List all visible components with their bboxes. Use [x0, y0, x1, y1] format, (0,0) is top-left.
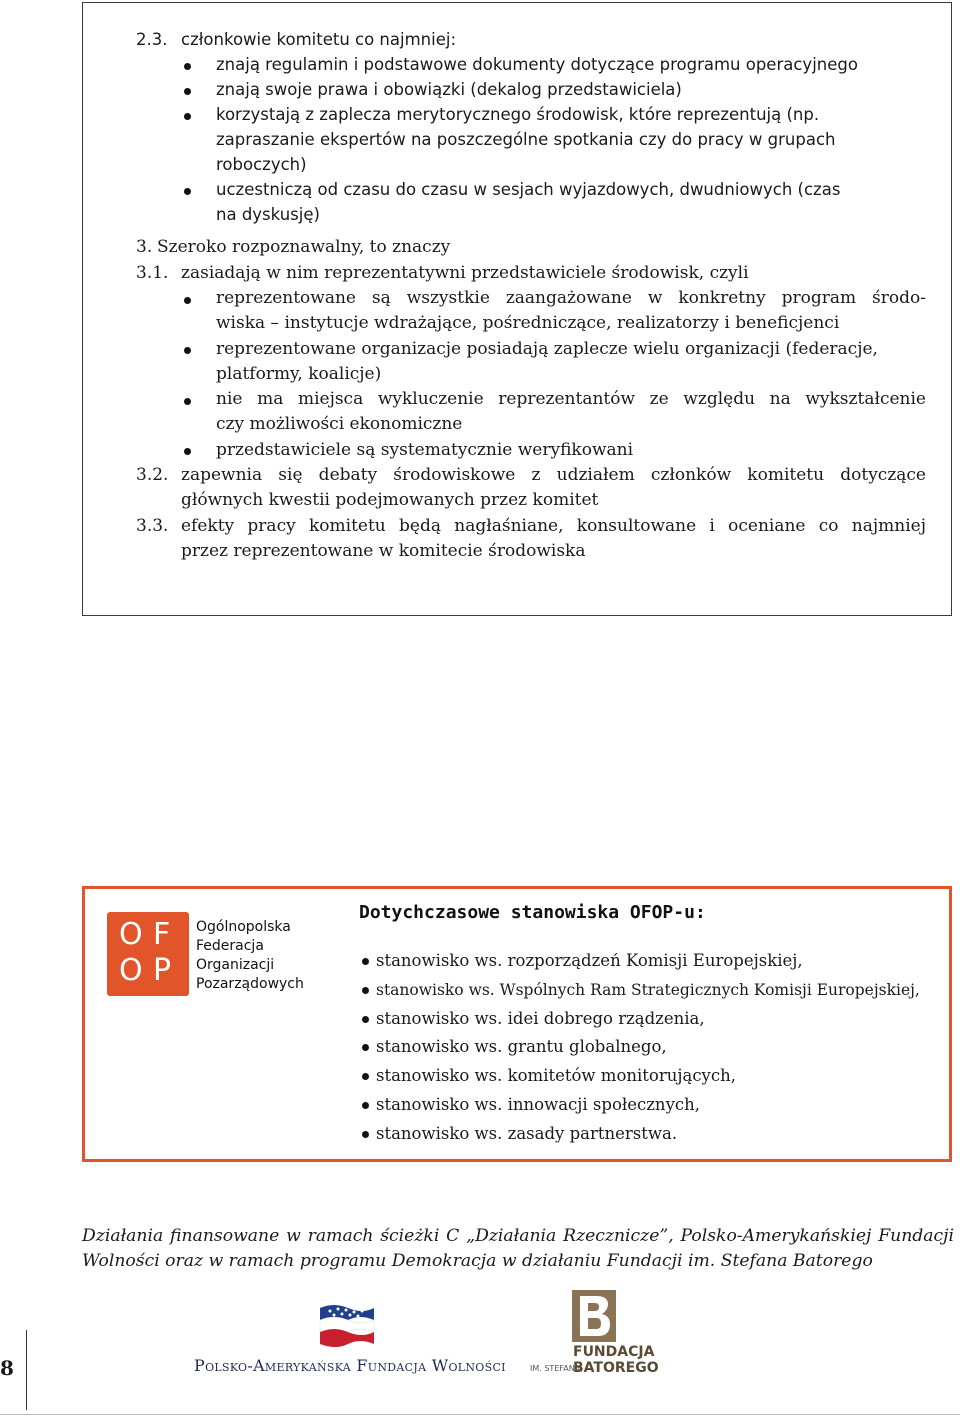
- org-name-line: Pozarządowych: [196, 976, 304, 992]
- bullet-icon: [184, 347, 191, 354]
- list-item-continued: czy możliwości ekonomiczne: [216, 414, 463, 434]
- list-item-continued: roboczych): [216, 155, 307, 174]
- list-item: stanowisko ws. rozporządzeń Komisji Europejskiej,: [376, 951, 803, 970]
- list-item: przedstawiciele są systematycznie weryfikowani: [216, 440, 634, 460]
- list-item: reprezentowane organizacje posiadają zaplecze wielu organizacji (federacje,: [216, 339, 878, 359]
- section-number: 3.1.: [136, 263, 169, 283]
- paragraph-line: przez reprezentowane w komitecie środowiska: [181, 541, 586, 561]
- logo-letter: P: [153, 953, 172, 988]
- list-item: stanowisko ws. innowacji społecznych,: [376, 1095, 700, 1114]
- list-item-continued: platformy, koalicje): [216, 364, 382, 384]
- funding-line: Wolności oraz w ramach programu Demokracja w działaniu Fundacji im. Stefana Batorego: [82, 1251, 873, 1271]
- list-item: stanowisko ws. grantu globalnego,: [376, 1037, 667, 1056]
- section-number: 3.: [136, 237, 153, 257]
- ofop-heading: Dotychczasowe stanowiska OFOP-u:: [359, 902, 706, 923]
- batory-name-line: BATOREGO: [573, 1360, 659, 1376]
- bullet-icon: [184, 88, 191, 95]
- logo-letter: O: [119, 953, 143, 988]
- list-item: stanowisko ws. zasady partnerstwa.: [376, 1124, 678, 1143]
- batory-name-line: FUNDACJA: [573, 1344, 655, 1360]
- list-item: znają swoje prawa i obowiązki (dekalog przedstawiciela): [216, 80, 682, 99]
- section-heading: zasiadają w nim reprezentatywni przedstawiciele środowisk, czyli: [181, 263, 749, 283]
- bullet-icon: [184, 398, 191, 405]
- org-name-line: Federacja: [196, 938, 264, 954]
- org-name-line: Ogólnopolska: [196, 919, 291, 935]
- bullet-icon: [184, 188, 191, 195]
- funding-note: [82, 1224, 954, 1274]
- bullet-icon: [184, 448, 191, 455]
- funding-line: Działania finansowane w ramach ścieżki C „Działania Rzecznicze”, Polsko-Amerykańskiej Fundacji: [82, 1226, 954, 1246]
- bullet-icon: [362, 1044, 369, 1051]
- bullet-icon: [362, 1016, 369, 1023]
- list-item: stanowisko ws. Wspólnych Ram Strategicznych Komisji Europejskiej,: [376, 981, 920, 999]
- list-item-continued: zapraszanie ekspertów na poszczególne spotkania czy do pracy w grupach: [216, 130, 836, 149]
- bullet-icon: [362, 987, 369, 994]
- section-number: 3.3.: [136, 516, 169, 536]
- bullet-icon: [362, 1073, 369, 1080]
- pafw-logo-text: Polsko-Amerykańska Fundacja Wolności: [194, 1356, 506, 1375]
- list-item: stanowisko ws. komitetów monitorujących,: [376, 1066, 736, 1085]
- bullet-icon: [362, 958, 369, 965]
- bullet-icon: [184, 113, 191, 120]
- ofop-logo: [107, 912, 189, 996]
- paragraph-line: głównych kwestii podejmowanych przez komitet: [181, 490, 599, 510]
- section-number: 2.3.: [136, 30, 168, 49]
- paragraph-line: zapewnia się debaty środowiskowe z udziałem członków komitetu dotyczące: [181, 465, 926, 485]
- logo-letter: O: [119, 917, 143, 952]
- batory-logo-icon: [572, 1290, 616, 1342]
- section-heading: członkowie komitetu co najmniej:: [181, 30, 456, 49]
- list-item: stanowisko ws. idei dobrego rządzenia,: [376, 1009, 705, 1028]
- page-number: 8: [0, 1356, 14, 1380]
- bullet-icon: [184, 297, 191, 304]
- page-bottom-border: [0, 1414, 960, 1415]
- logo-letter: F: [153, 917, 171, 952]
- list-item: znają regulamin i podstawowe dokumenty dotyczące programu operacyjnego: [216, 55, 858, 74]
- list-item: nie ma miejsca wykluczenie reprezentantów ze względu na wykształcenie: [216, 389, 926, 409]
- batory-small-text: IM. STEFANA: [530, 1364, 581, 1373]
- bullet-icon: [362, 1102, 369, 1109]
- section-number: 3.2.: [136, 465, 169, 485]
- bullet-icon: [362, 1131, 369, 1138]
- page-number-rule: [26, 1330, 27, 1410]
- list-item: korzystają z zaplecza merytorycznego środowisk, które reprezentują (np.: [216, 105, 820, 124]
- paragraph-line: efekty pracy komitetu będą nagłaśniane, konsultowane i oceniane co najmniej: [181, 516, 926, 536]
- bullet-icon: [184, 63, 191, 70]
- org-name-line: Organizacji: [196, 957, 275, 973]
- list-item: uczestniczą od czasu do czasu w sesjach wyjazdowych, dwudniowych (czas: [216, 180, 841, 199]
- list-item: reprezentowane są wszystkie zaangażowane w konkretny program środo-: [216, 288, 926, 308]
- pafw-flag-logo: [318, 1300, 376, 1354]
- list-item-continued: wiska – instytucje wdrażające, pośredniczące, realizatorzy i beneficjenci: [216, 313, 840, 333]
- section-heading: Szeroko rozpoznawalny, to znaczy: [157, 237, 451, 257]
- list-item-continued: na dyskusję): [216, 205, 320, 224]
